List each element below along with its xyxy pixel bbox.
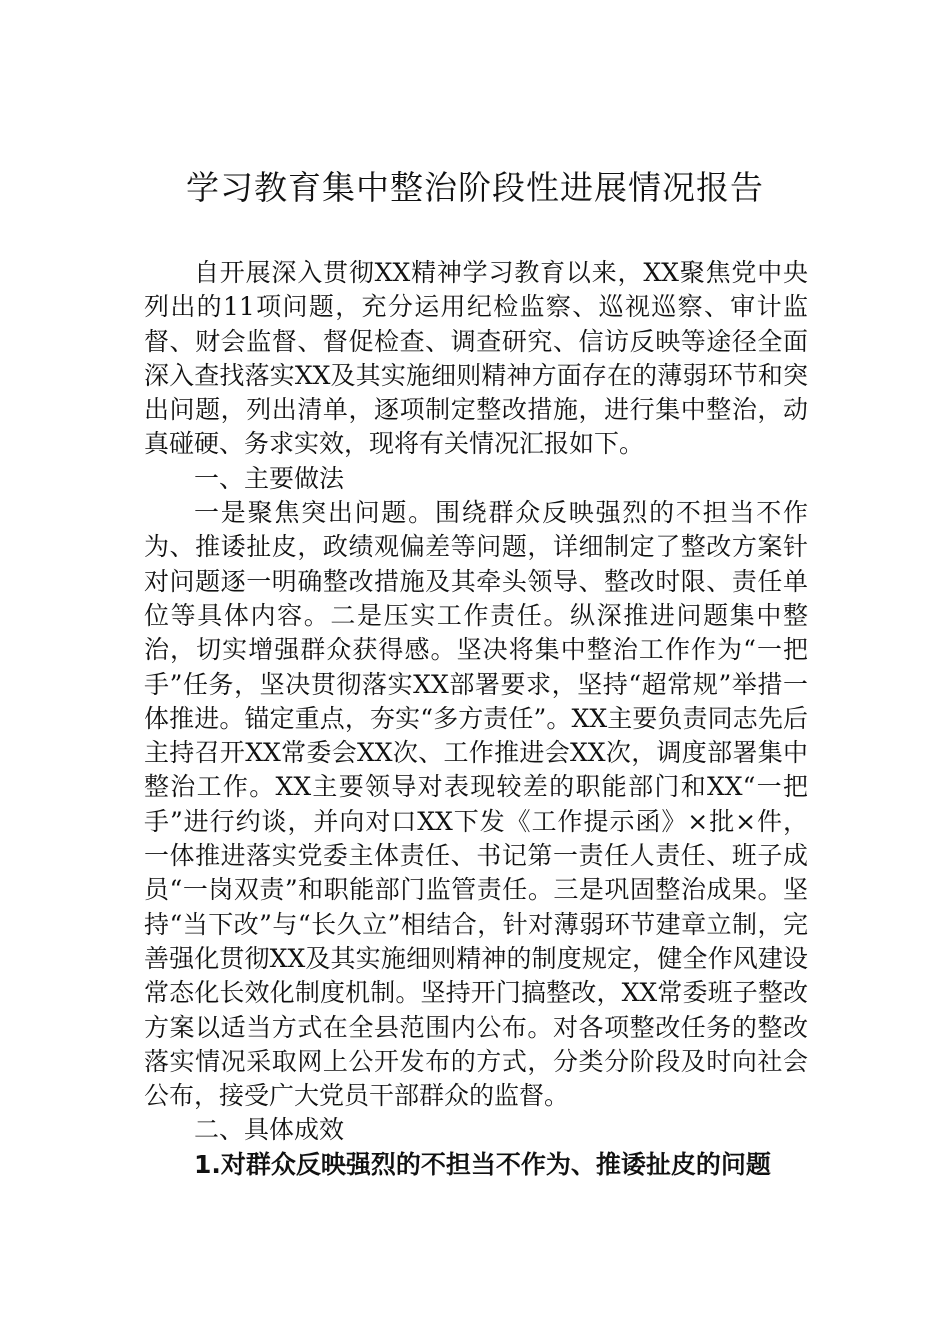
document-title: 学习教育集中整治阶段性进展情况报告 bbox=[186, 168, 764, 207]
item-heading-1: 1.对群众反映强烈的不担当不作为、推诿扯皮的问题 bbox=[194, 1149, 771, 1179]
section-1-paragraph: 一是聚焦突出问题。围绕群众反映强烈的不担当不作为、推诿扯皮，政绩观偏差等问题，详细制定了整改方案针对问题逐一明确整改措施及其牵头领导、整改时限、责任单位等具体内容。二是压实工作责任。纵深推进问题集中整治，切实增强群众获得感。坚决将集中整治工作作为“一把手”任务，坚决贯彻落实XX部署要求，坚持“超常规”举措一体推进。锚定重点，夯实“多方责任”。XX主要负责同志先后主持召开XX常委会XX次、工作推进会XX次，调度部署集中整治工作。XX主要领导对表现较差的职能部门和XX“一把手”进行约谈，并向对口XX下发《工作提示函》×批×件，一体推进落实党委主体责任、书记第一责任人责任、班子成员“一岗双责”和职能部门监管责任。三是巩固整治成果。坚持“当下改”与“长久立”相结合，针对薄弱环节建章立制，完善强化贯彻XX及其实施细则精神的制度规定，健全作风建设常态化长效化制度机制。坚持开门搞整改，XX常委班子整改方案以适当方式在全县范围内公布。对各项整改任务的整改落实情况采取网上公开发布的方式，分类分阶段及时向社会公布，接受广大党员干部群众的监督。 bbox=[144, 498, 808, 1111]
intro-paragraph: 自开展深入贯彻XX精神学习教育以来，XX聚焦党中央列出的11项问题，充分运用纪检监察、巡视巡察、审计监督、财会监督、督促检查、调查研究、信访反映等途径全面深入查找落实XX及其实施细则精神方面存在的薄弱环节和突出问题，列出清单，逐项制定整改措施，进行集中整治，动真碰硬、务求实效，现将有关情况汇报如下。 bbox=[144, 258, 808, 459]
section-heading-2: 二、具体成效 bbox=[194, 1115, 345, 1145]
section-heading-1: 一、主要做法 bbox=[194, 463, 345, 493]
document-body bbox=[144, 256, 808, 1182]
